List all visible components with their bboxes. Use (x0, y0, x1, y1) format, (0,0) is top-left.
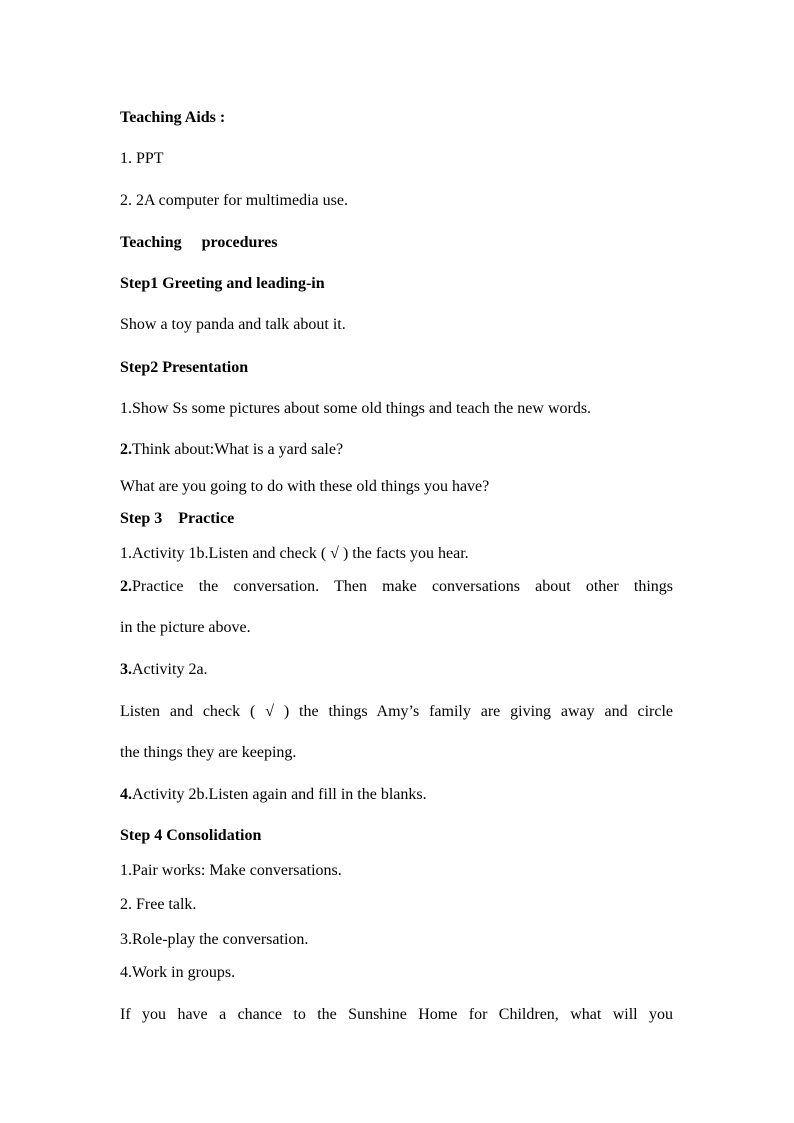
step3-item-4-text: Activity 2b.Listen again and fill in the blanks. (132, 786, 427, 803)
step3-item-3-line2: the things they are keeping. (120, 744, 297, 761)
step3-item-4-number: 4. (120, 786, 132, 803)
step4-final-question: If you have a chance to the Sunshine Home for Children, what will you (120, 1006, 673, 1023)
teaching-aids-heading: Teaching Aids : (120, 109, 226, 126)
step4-item-1: 1.Pair works: Make conversations. (120, 862, 342, 879)
step2-heading: Step2 Presentation (120, 359, 249, 376)
step3-item-2-line1 (120, 577, 673, 597)
step2-item-2-number: 2. (120, 441, 132, 458)
step2-item-2-text: Think about:What is a yard sale? (132, 441, 344, 458)
step4-heading: Step 4 Consolidation (120, 827, 262, 844)
step1-text: Show a toy panda and talk about it. (120, 316, 346, 333)
step2-item-2 (120, 440, 673, 460)
step3-item-1: 1.Activity 1b.Listen and check ( √ ) the facts you hear. (120, 545, 469, 562)
step2-question: What are you going to do with these old things you have? (120, 478, 490, 495)
step3-item-2-number: 2. (120, 578, 132, 595)
step4-item-2: 2. Free talk. (120, 896, 197, 913)
step3-item-2-text: Practice the conversation. Then make conversations about other things (132, 578, 673, 595)
step4-item-4: 4.Work in groups. (120, 964, 236, 981)
step3-item-3-text: Activity 2a. (132, 661, 208, 678)
step1-heading: Step1 Greeting and leading-in (120, 275, 325, 292)
step3-item-2-line2: in the picture above. (120, 619, 251, 636)
step3-item-4 (120, 785, 673, 805)
step3-item-3-line1: Listen and check ( √ ) the things Amy’s family are giving away and circle (120, 703, 673, 720)
step2-item-1: 1.Show Ss some pictures about some old things and teach the new words. (120, 400, 592, 417)
aid-item-1: 1. PPT (120, 150, 164, 167)
step3-item-3-number: 3. (120, 661, 132, 678)
step3-heading: Step 3 Practice (120, 510, 235, 527)
aid-item-2: 2. 2A computer for multimedia use. (120, 192, 348, 209)
procedures-heading: Teaching procedures (120, 234, 278, 251)
step4-item-3: 3.Role-play the conversation. (120, 931, 309, 948)
step3-item-3 (120, 660, 673, 680)
